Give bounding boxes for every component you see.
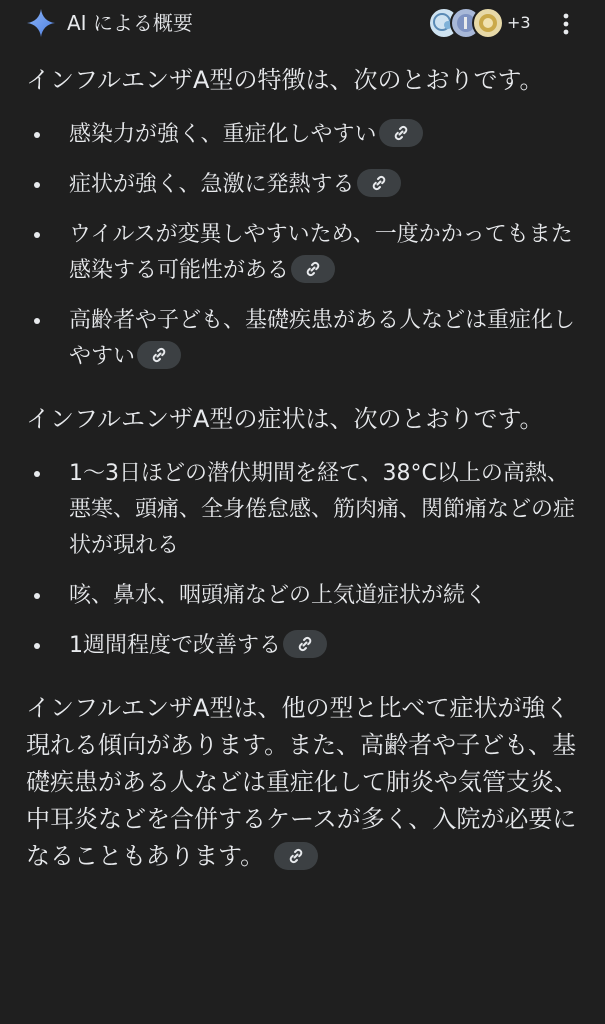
list-item-text: 咳、鼻水、咽頭痛などの上気道症状が続く	[69, 583, 488, 608]
source-link-button[interactable]	[137, 341, 181, 369]
list-item-text: 症状が強く、急激に発熱する	[69, 172, 355, 197]
symptoms-list	[26, 456, 581, 664]
bullet	[34, 182, 40, 188]
source-avatar[interactable]	[472, 7, 504, 39]
list-item	[26, 578, 581, 614]
bullet	[34, 643, 40, 649]
list-item-text: 感染力が強く、重症化しやすい	[69, 122, 377, 147]
bullet	[34, 593, 40, 599]
link-icon	[286, 846, 306, 866]
bullet	[34, 318, 40, 324]
bullet	[34, 232, 40, 238]
list-item	[26, 456, 581, 564]
list-item-text: 1週間程度で改善する	[69, 633, 281, 658]
source-avatars[interactable]	[428, 7, 508, 39]
list-item-text: 1～3日ほどの潜伏期間を経て、38°C以上の高熱、悪寒、頭痛、全身倦怠感、筋肉痛、関節痛などの症状が現れる	[69, 461, 576, 558]
list-item-text: 高齢者や子ども、基礎疾患がある人などは重症化しやすい	[69, 308, 576, 369]
link-icon	[149, 345, 169, 365]
features-list	[26, 117, 581, 375]
list-item	[26, 217, 581, 289]
source-link-button[interactable]	[291, 255, 335, 283]
link-icon	[391, 123, 411, 143]
source-link-button[interactable]	[283, 630, 327, 658]
source-link-button[interactable]	[274, 842, 318, 870]
link-icon	[295, 634, 315, 654]
source-link-button[interactable]	[379, 119, 423, 147]
bullet	[34, 132, 40, 138]
bullet	[34, 471, 40, 477]
ai-overview-title: AI による概要	[67, 11, 193, 35]
summary-text: インフルエンザA型は、他の型と比べて症状が強く現れる傾向があります。また、高齢者や子ども、基礎疾患がある人などは重症化して肺炎や気管支炎、中耳炎などを合併するケースが多く、入院が必要になることもあります。	[26, 694, 578, 870]
more-vert-icon[interactable]	[556, 10, 576, 38]
sparkle-icon	[26, 8, 56, 38]
list-item	[26, 117, 581, 153]
ai-overview-content	[26, 62, 581, 875]
link-icon	[369, 173, 389, 193]
summary-paragraph	[26, 690, 581, 875]
symptoms-heading: インフルエンザA型の症状は、次のとおりです。	[26, 405, 544, 433]
source-link-button[interactable]	[357, 169, 401, 197]
list-item-text: ウイルスが変異しやすいため、一度かかってもまた感染する可能性がある	[69, 222, 573, 283]
list-item	[26, 167, 581, 203]
list-item	[26, 303, 581, 375]
list-item	[26, 628, 581, 664]
link-icon	[303, 259, 323, 279]
features-heading: インフルエンザA型の特徴は、次のとおりです。	[26, 66, 544, 94]
more-sources-count[interactable]: +3	[507, 13, 531, 32]
ai-overview-header	[0, 0, 605, 48]
